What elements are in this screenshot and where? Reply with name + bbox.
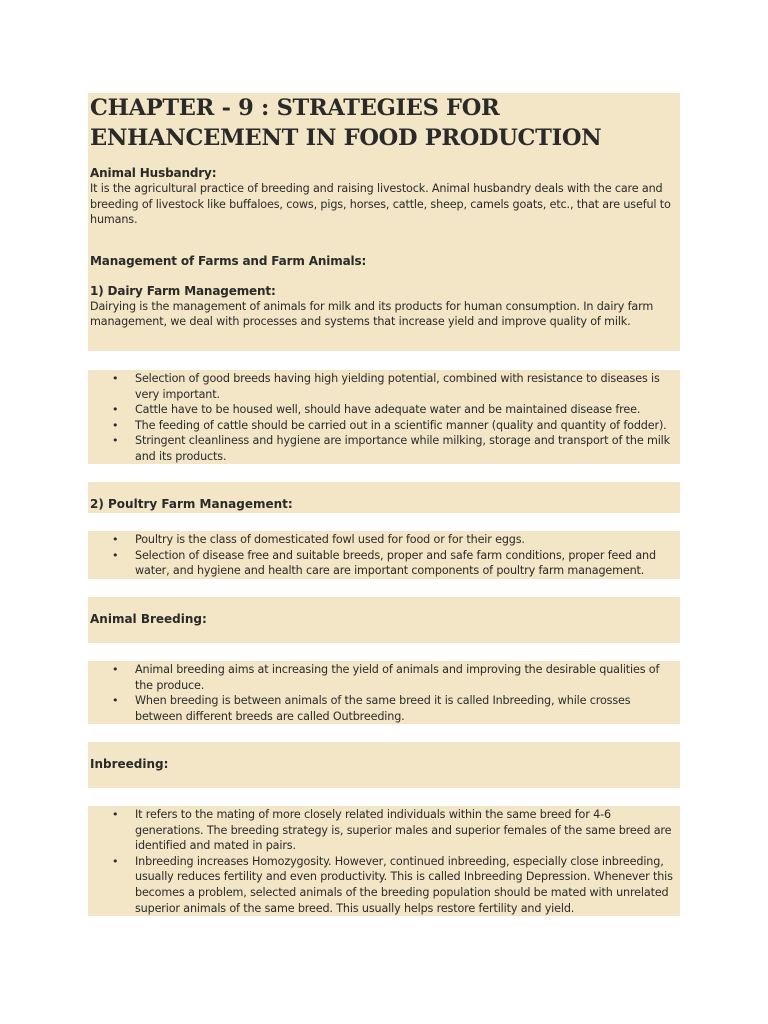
poultry-points-section <box>88 531 680 579</box>
poultry-heading: 2) Poultry Farm Management: <box>90 497 293 511</box>
animal-breeding-points-section <box>88 661 680 724</box>
animal-breeding-heading: Animal Breeding: <box>90 612 207 626</box>
dairy-heading: 1) Dairy Farm Management: <box>90 283 276 298</box>
inbreeding-points-section <box>88 806 680 916</box>
poultry-heading-section <box>88 482 680 513</box>
list-item: • Animal breeding aims at increasing the yield of animals and improving the desirable qualities of the produce. <box>88 662 680 693</box>
dairy-text: Dairying is the management of animals for milk and its products for human consumption. In dairy farm management, we deal with processes and systems that increase yield and improve quality of milk. <box>90 299 654 329</box>
list-item: • Stringent cleanliness and hygiene are importance while milking, storage and transport of the milk and its products. <box>88 433 680 464</box>
management-heading: Management of Farms and Farm Animals: <box>90 253 367 268</box>
poultry-points-list <box>88 532 680 579</box>
list-item: • Inbreeding increases Homozygosity. However, continued inbreeding, especially close inbreeding, usually reduces fertility and even productivity. This is called Inbreeding Depression. Whenever this becomes a problem, selected animals of the breeding population should be mated with unrelated superior animals of the same breed. This usually helps restore fertility and yield. <box>88 854 680 916</box>
dairy-points-section <box>88 370 680 464</box>
inbreeding-points-list <box>88 807 680 916</box>
chapter-title <box>90 93 678 153</box>
list-item: • Poultry is the class of domesticated fowl used for food or for their eggs. <box>88 532 680 548</box>
animal-husbandry-text: It is the agricultural practice of breeding and raising livestock. Animal husbandry deals with the care and breeding of livestock like buffaloes, cows, pigs, horses, cattle, sheep, camels goats, etc., that are useful to humans. <box>90 182 671 227</box>
chapter-title-line-2: ENHANCEMENT IN FOOD PRODUCTION <box>90 125 602 151</box>
list-item: • The feeding of cattle should be carried out in a scientific manner (quality and quantity of fodder). <box>88 418 680 434</box>
inbreeding-heading-section <box>88 742 680 788</box>
inbreeding-heading: Inbreeding: <box>90 757 169 771</box>
dairy-points-list <box>88 371 680 465</box>
list-item: • It refers to the mating of more closely related individuals within the same breed for 4-6 generations. The breeding strategy is, superior males and superior females of the same breed are identified and mated in pairs. <box>88 807 680 854</box>
list-item: • Cattle have to be housed well, should have adequate water and be maintained disease free. <box>88 402 680 418</box>
animal-breeding-points-list <box>88 662 680 724</box>
list-item: • Selection of disease free and suitable breeds, proper and safe farm conditions, proper feed and water, and hygiene and health care are important components of poultry farm management. <box>88 548 680 579</box>
animal-breeding-heading-section <box>88 597 680 643</box>
list-item: • Selection of good breeds having high yielding potential, combined with resistance to diseases is very important. <box>88 371 680 402</box>
chapter-title-line-1: CHAPTER - 9 : STRATEGIES FOR <box>90 95 500 121</box>
list-item: • When breeding is between animals of the same breed it is called Inbreeding, while crosses between different breeds are called Outbreeding. <box>88 693 680 724</box>
intro-section <box>88 93 680 351</box>
animal-husbandry-heading: Animal Husbandry: <box>90 166 217 180</box>
